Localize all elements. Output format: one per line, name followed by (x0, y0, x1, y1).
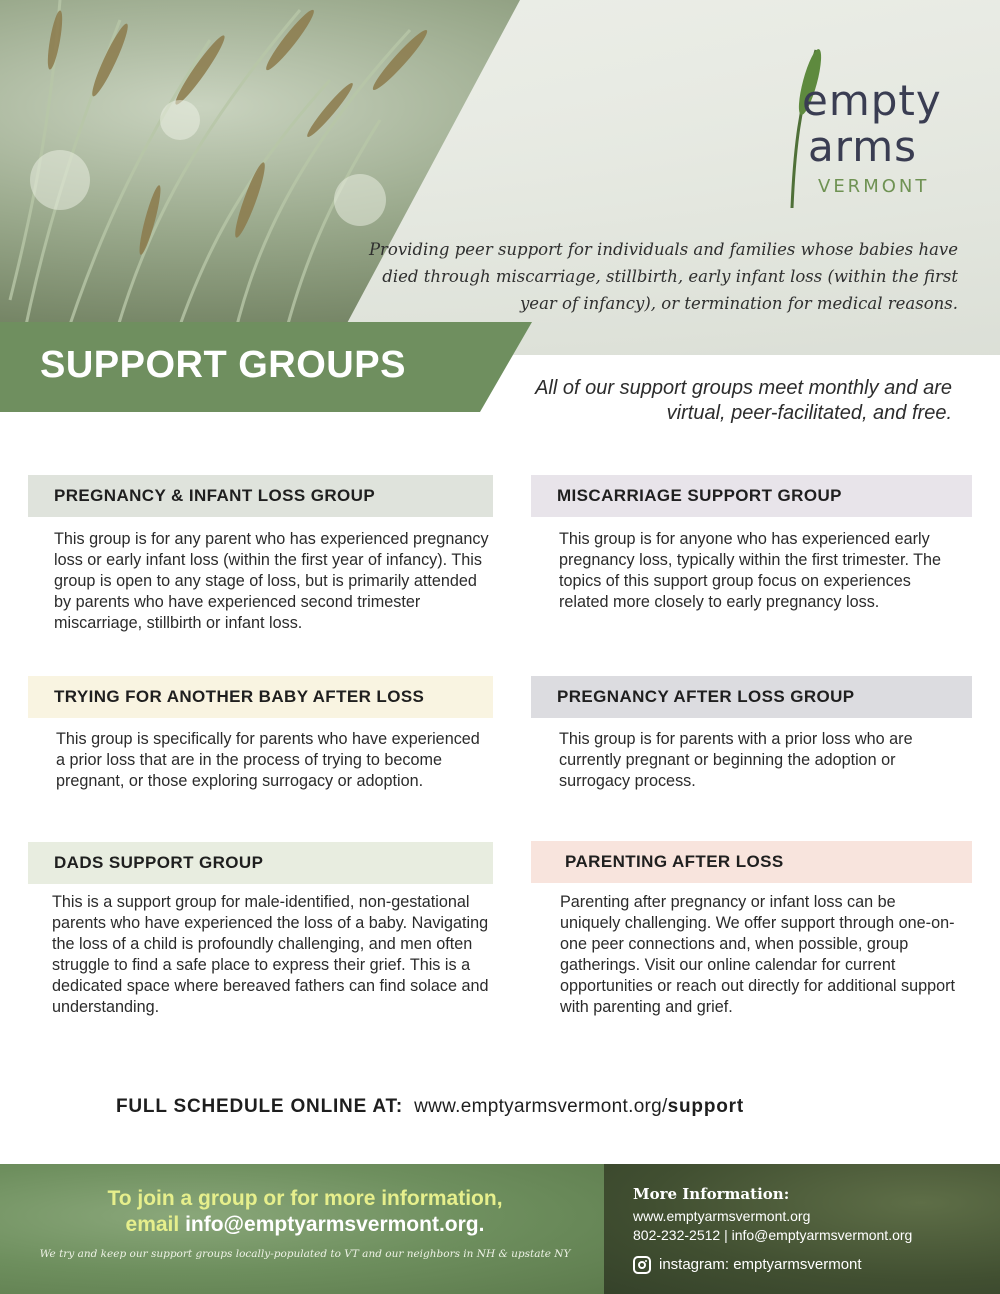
group-description: Parenting after pregnancy or infant loss can be uniquely challenging. We offer support through one-on-one peer connections and, when possible, group gatherings. Visit our online calendar for current opportunities or reach out directly for additional support with parenting and grief. (560, 893, 956, 1016)
group-description: This group is for any parent who has experienced pregnancy loss or early infant loss (within the first year of infancy). This group is open to any stage of loss, but is primarily attended by parents who have experienced second trimester miscarriage, stillbirth or infant loss. (54, 530, 489, 632)
join-email-label: email (125, 1213, 186, 1236)
phone-email-line[interactable]: 802-232-2512 | info@emptyarmsvermont.org (633, 1227, 913, 1243)
group-description: This is a support group for male-identified, non-gestational parents who have experienced the loss of a baby. Navigating the loss of a child is profoundly challenging, and men often struggle to find a safe place to express their grief. This is a dedicated space where bereaved fathers can find solace and understanding. (52, 893, 489, 1016)
group-header: DADS SUPPORT GROUP (28, 842, 493, 884)
join-line-1: To join a group or for more information, (107, 1187, 503, 1210)
schedule-label: FULL SCHEDULE ONLINE AT: (116, 1096, 403, 1117)
group-header: PREGNANCY AFTER LOSS GROUP (531, 676, 972, 718)
more-info-title: More Information: (633, 1185, 790, 1203)
mission-statement: Providing peer support for individuals and families whose babies have died through miscarriage, stillbirth, early infant loss (within the first year of infancy), or termination for medical reasons. (368, 240, 958, 313)
group-header: PREGNANCY & INFANT LOSS GROUP (28, 475, 493, 517)
schedule-url-bold[interactable]: support (667, 1096, 744, 1117)
group-header: PARENTING AFTER LOSS (531, 841, 972, 883)
logo-word-arms: arms (808, 122, 918, 171)
join-period: . (478, 1213, 485, 1236)
join-line-2 (20, 1212, 590, 1238)
schedule-url[interactable] (414, 1096, 744, 1117)
logo-word-vermont: VERMONT (818, 176, 930, 197)
tagline: All of our support groups meet monthly and are virtual, peer-facilitated, and free. (535, 377, 952, 424)
group-description: This group is for anyone who has experienced early pregnancy loss, typically within the first trimester. The topics of this support group focus on experiences related more closely to early pregnancy loss. (559, 530, 942, 611)
logo-word-empty: empty (802, 76, 942, 125)
group-header: TRYING FOR ANOTHER BABY AFTER LOSS (28, 676, 493, 718)
logo (772, 30, 962, 210)
page-title: SUPPORT GROUPS (40, 344, 406, 386)
group-header: MISCARRIAGE SUPPORT GROUP (531, 475, 972, 517)
group-description: This group is specifically for parents who have experienced a prior loss that are in the process of trying to become pregnant, or those exploring surrogacy or adoption. (56, 730, 480, 790)
schedule-line (116, 1096, 744, 1118)
join-callout (20, 1186, 590, 1238)
instagram-handle[interactable]: instagram: emptyarmsvermont (659, 1256, 862, 1273)
group-description: This group is for parents with a prior loss who are currently pregnant or beginning the adoption or surrogacy process. (559, 730, 913, 790)
website-link[interactable]: www.emptyarmsvermont.org (633, 1208, 811, 1224)
schedule-url-prefix[interactable]: www.emptyarmsvermont.org/ (414, 1096, 668, 1117)
join-email-link[interactable]: info@emptyarmsvermont.org (185, 1213, 479, 1236)
instagram-icon (633, 1256, 651, 1274)
footer-note: We try and keep our support groups locally-populated to VT and our neighbors in NH & upstate NY (39, 1248, 571, 1260)
